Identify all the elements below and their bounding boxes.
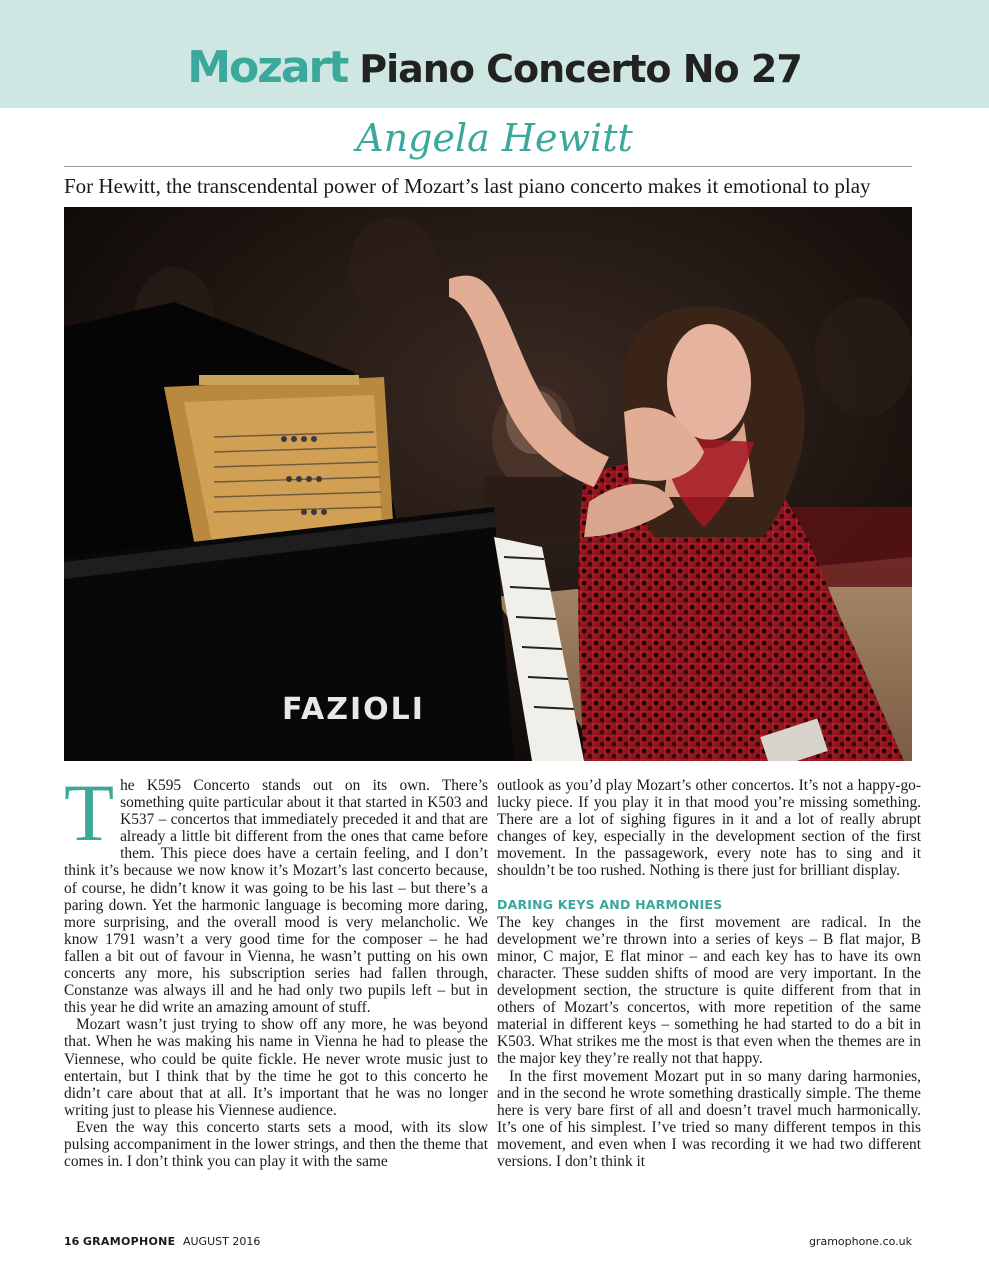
- hero-photo: [64, 207, 912, 761]
- article-paragraph-6: In the first movement Mozart put in so many daring harmonies, and in the second he wrote something drastically simple. The theme here is very bare first of all and doesn’t travel much harmonically. It’s one of his simplest. I’ve tried so many different tempos in this movement, and even when I was recording it we had two different versions. I don’t think it: [497, 1067, 921, 1170]
- article-paragraph-1: [64, 767, 488, 1017]
- article-column-right: [497, 777, 921, 1170]
- article-paragraph-2: Mozart wasn’t just trying to show off any more, he was beyond that. When he was making his name in Vienna he had to please the Viennese, who could be quite fickle. He never wrote music just to entertain, but I think that by the time he got to this concerto he didn’t care about that at all. It’s important that he was no longer writing just to please his Viennese audience.: [64, 1016, 488, 1119]
- article-paragraph-3: Even the way this concerto starts sets a mood, with its slow pulsing accompaniment in the lower strings, and then the theme that comes in. I don’t think you can play it with the same: [64, 1118, 488, 1171]
- article-column-left: [64, 767, 488, 1171]
- page-headline: [0, 42, 989, 93]
- section-subhead: DARING KEYS AND HARMONIES: [497, 896, 723, 912]
- magazine-name: GRAMOPHONE: [82, 1235, 176, 1248]
- article-paragraph-5: The key changes in the first movement are radical. In the development we’re thrown into a series of keys – B flat major, B minor, C major, E flat minor – and each key has to have its own character. These sudden shifts of mood are very important. In the development section, the structure is quite different from that in others of Mozart’s concertos, with more repetition of the same material in different keys – something he had started to do a bit in K503. What strikes me the most is that even when the themes are in the major key they’re really not that happy.: [497, 913, 921, 1068]
- website-link[interactable]: gramophone.co.uk: [808, 1235, 912, 1248]
- article-paragraph-4: outlook as you’d play Mozart’s other concertos. It’s not a happy-go-lucky piece. If you play it in that mood you’re missing something. There are a lot of sighing figures in it and a lot of really abrupt changes of key, especially in the development section of the first movement. In the passagework, every note has to sing and it shouldn’t be too rushed. Nothing is there just for brilliant display.: [497, 777, 921, 880]
- standfirst: For Hewitt, the transcendental power of Mozart’s last piano concerto makes it emotional to play: [64, 174, 871, 198]
- performer-name: Angela Hewitt: [356, 116, 633, 160]
- headline-work: Piano Concerto No 27: [359, 47, 802, 91]
- page-footer: [64, 1234, 912, 1250]
- paragraph-1-text: he K595 Concerto stands out on its own. There’s something quite particular about it that started in K503 and K537 – concertos that immediately preceded it and that are already a little bit different from the ones that came before them. This piece does have a certain feeling, and I don’t think it’s because we now know it’s Mozart’s last concerto because, of course, he didn’t know it was going to be his last – but there’s a paring down. Yet the harmonic language is becoming more daring, more surprising, and the overall mood is very melancholic. We know 1791 wasn’t a very good time for the composer – he had fallen a bit out of favour in Vienna, he wasn’t putting on his own concerts any more, his subscription series had fallen through, Constanze was always ill and he had only two pupils left – but in this year he did write an amazing amount of stuff.: [64, 777, 488, 1017]
- header-divider: [64, 166, 912, 167]
- headline-composer: Mozart: [187, 42, 348, 93]
- piano-brand: FAZIOLI: [282, 692, 425, 727]
- drop-cap: T: [64, 767, 115, 858]
- issue-date: AUGUST 2016: [182, 1235, 261, 1248]
- page-number: 16: [64, 1235, 80, 1248]
